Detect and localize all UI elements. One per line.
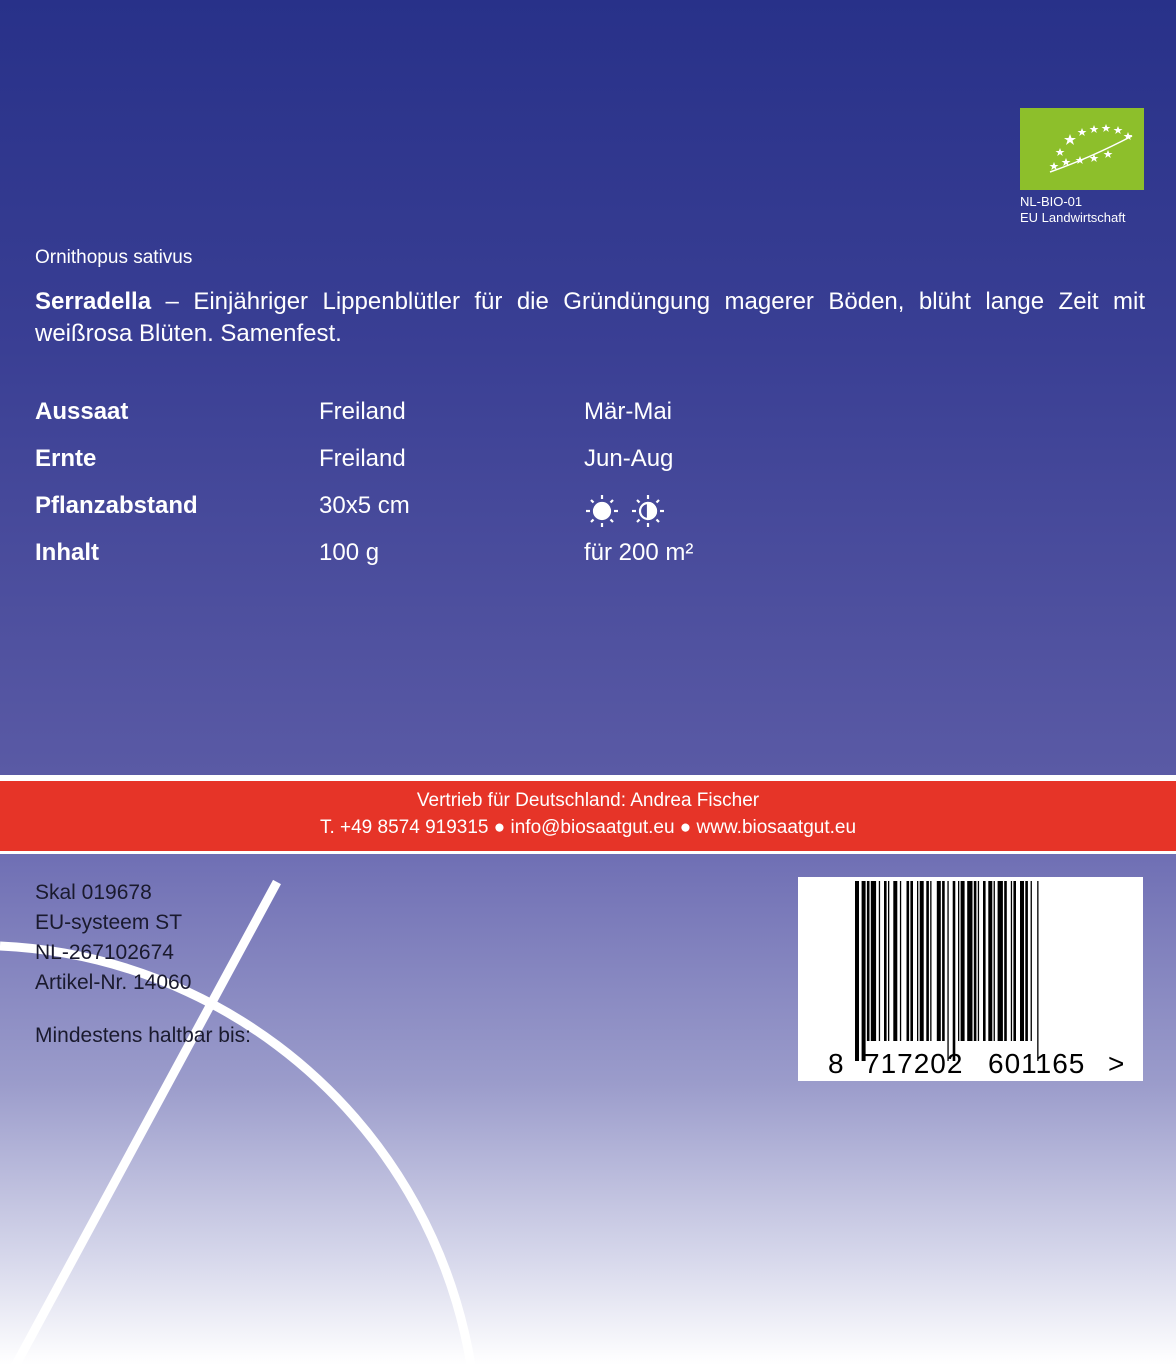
barcode-bar xyxy=(862,881,866,1061)
control-system: EU-systeem ST xyxy=(35,911,183,934)
ean-barcode xyxy=(798,877,1143,1081)
sun-icon xyxy=(586,495,618,527)
barcode-bar xyxy=(983,881,986,1041)
info-extra: Mär-Mai xyxy=(584,398,672,425)
barcode-left-digits: 717202 xyxy=(864,1048,964,1079)
barcode-bar xyxy=(930,881,931,1041)
article-number: Artikel-Nr. 14060 xyxy=(35,971,192,994)
info-extra: für 200 m² xyxy=(584,539,694,566)
info-label: Ernte xyxy=(35,445,97,472)
barcode-bar xyxy=(907,881,910,1041)
barcode-bar xyxy=(947,881,948,1061)
barcode-bars xyxy=(798,877,1143,1081)
organic-code: NL-BIO-01 xyxy=(1020,194,1083,209)
info-value: 30x5 cm xyxy=(319,492,410,519)
barcode-bar xyxy=(888,881,889,1041)
barcode-bar xyxy=(879,881,880,1041)
barcode-bar xyxy=(1013,881,1016,1041)
barcode-bar xyxy=(920,881,924,1041)
info-label: Inhalt xyxy=(35,539,99,566)
product-name: Serradella xyxy=(35,288,152,315)
barcode-bar xyxy=(1031,881,1032,1041)
barcode-bar xyxy=(917,881,918,1041)
info-value: 100 g xyxy=(319,539,380,566)
barcode-marker: > xyxy=(1108,1048,1125,1079)
barcode-bar xyxy=(910,881,913,1041)
barcode-bar xyxy=(871,881,876,1041)
barcode-bar xyxy=(1037,881,1038,1061)
organic-control-code xyxy=(1020,194,1126,226)
barcode-bar xyxy=(953,881,956,1061)
barcode-bar xyxy=(855,881,859,1061)
nl-number: NL-267102674 xyxy=(35,941,174,964)
organic-origin: EU Landwirtschaft xyxy=(1020,210,1126,225)
barcode-bar xyxy=(967,881,972,1041)
eu-organic-logo xyxy=(1020,108,1144,190)
info-label: Aussaat xyxy=(35,398,129,425)
product-description xyxy=(35,286,1145,350)
barcode-bar xyxy=(884,881,887,1041)
barcode-bar xyxy=(900,881,901,1041)
barcode-bar xyxy=(893,881,897,1041)
barcode-bar xyxy=(998,881,1003,1041)
barcode-bar xyxy=(961,881,965,1041)
description-text: – Einjähriger Lippenblütler für die Gründüngung magerer Böden, blüht lange Zeit mit weißrosa Blüten. Samenfest. xyxy=(35,288,1145,347)
best-before-label: Mindestens haltbar bis: xyxy=(35,1024,251,1047)
barcode-bar xyxy=(974,881,977,1041)
light-icons xyxy=(584,494,664,535)
info-value: Freiland xyxy=(319,398,406,425)
info-row-inhalt xyxy=(35,539,935,571)
info-row-pflanzabstand xyxy=(35,492,935,524)
distribution-line1: Vertrieb für Deutschland: Andrea Fischer xyxy=(416,790,760,811)
distribution-band xyxy=(0,781,1176,851)
barcode-bar xyxy=(988,881,992,1041)
barcode-bar xyxy=(958,881,959,1041)
barcode-bar xyxy=(926,881,929,1041)
barcode-bar xyxy=(994,881,995,1041)
info-label: Pflanzabstand xyxy=(35,492,198,519)
barcode-bar xyxy=(1025,881,1028,1041)
skal-number: Skal 019678 xyxy=(35,881,152,904)
distribution-line2: T. +49 8574 919315 ● info@biosaatgut.eu ● www.biosaatgut.eu xyxy=(319,817,857,838)
info-extra: Jun-Aug xyxy=(584,445,674,472)
half-shade-icon xyxy=(632,495,664,527)
barcode-bar xyxy=(1004,881,1007,1041)
eu-leaf-stars-icon xyxy=(1020,108,1144,190)
barcode-right-digits: 601165 xyxy=(988,1048,1086,1079)
barcode-bar xyxy=(1020,881,1024,1041)
barcode-bar xyxy=(1011,881,1012,1041)
info-row-aussaat xyxy=(35,398,935,430)
barcode-bar xyxy=(867,881,870,1041)
info-value: Freiland xyxy=(319,445,406,472)
barcode-first-digit: 8 xyxy=(828,1048,844,1079)
info-row-ernte xyxy=(35,445,935,477)
barcode-bar xyxy=(937,881,941,1041)
species-name: Ornithopus sativus xyxy=(35,247,193,268)
barcode-bar xyxy=(978,881,979,1041)
barcode-bar xyxy=(942,881,945,1041)
